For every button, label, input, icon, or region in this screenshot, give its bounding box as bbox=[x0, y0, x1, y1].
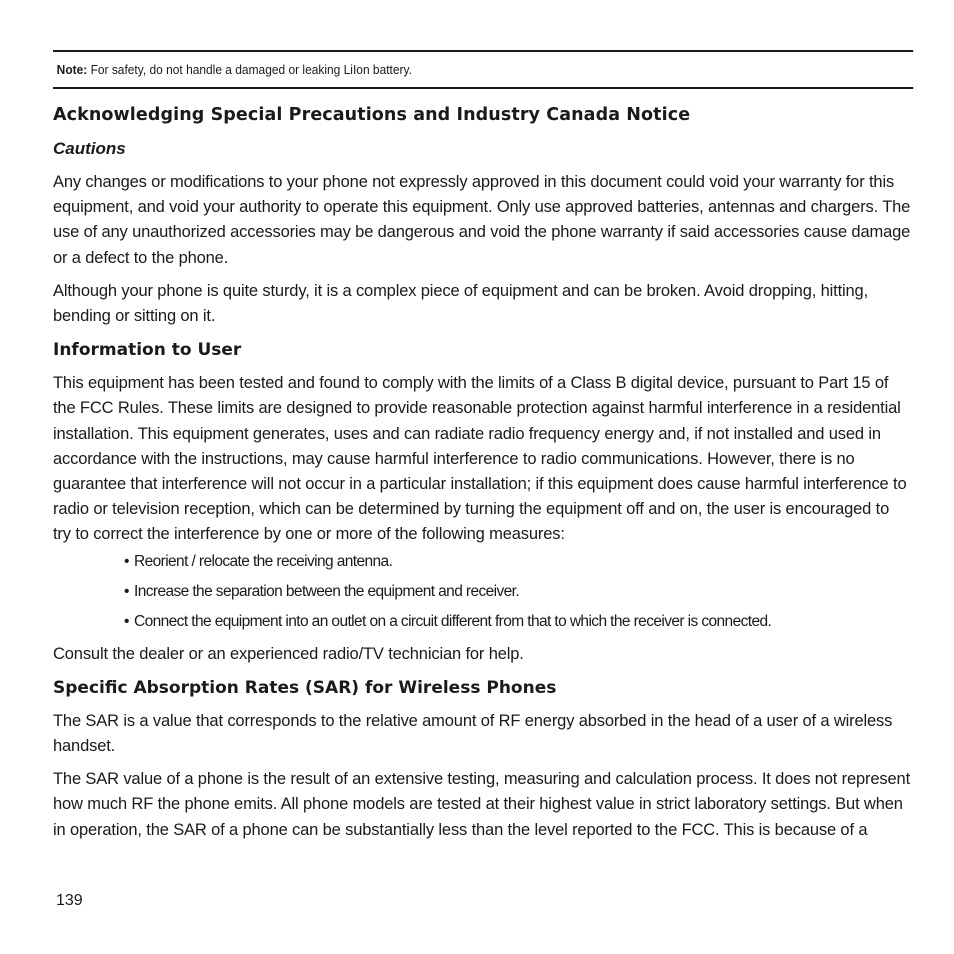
measures-list bbox=[53, 552, 911, 632]
sar-paragraph-2: The SAR value of a phone is the result of an extensive testing, measuring and calculation process. It does not represent how much RF the phone emits. All phone models are tested at their highest value in strict laboratory settings. But when in operation, the SAR of a phone can be substantially less than the level reported to the FCC. This is because of a bbox=[53, 770, 911, 839]
bullet-icon: • bbox=[124, 612, 129, 630]
cautions-paragraph-1: Any changes or modifications to your phone not expressly approved in this document could void your warranty for this equipment, and void your authority to operate this equipment. Only use approved batteries, antennas and chargers. The use of any unauthorized accessories may be dangerous and void the phone warranty if said accessories cause damage or a defect to the phone. bbox=[53, 173, 911, 267]
list-item: • Connect the equipment into an outlet on a circuit different from that to which the receiver is connected. bbox=[124, 612, 772, 630]
cautions-paragraph-2: Although your phone is quite sturdy, it is a complex piece of equipment and can be broken. Avoid dropping, hitting, bending or sitting on it. bbox=[53, 281, 869, 326]
list-item: • Reorient / relocate the receiving antenna. bbox=[124, 552, 393, 570]
note-label: Note: bbox=[56, 62, 88, 77]
list-item: • Increase the separation between the equipment and receiver. bbox=[124, 582, 520, 600]
note-text: For safety, do not handle a damaged or leaking LiIon battery. bbox=[87, 62, 412, 77]
cautions-heading: Cautions bbox=[53, 139, 126, 158]
safety-note bbox=[53, 50, 913, 89]
bullet-icon: • bbox=[124, 582, 129, 600]
bullet-icon: • bbox=[124, 552, 129, 570]
sar-paragraph-1: The SAR is a value that corresponds to the relative amount of RF energy absorbed in the head of a user of a wireless handset. bbox=[53, 711, 893, 756]
document-page bbox=[53, 50, 911, 843]
information-to-user-paragraph: This equipment has been tested and found to comply with the limits of a Class B digital device, pursuant to Part 15 of the FCC Rules. These limits are designed to provide reasonable protection against harmful interference in a residential installation. This equipment generates, uses and can radiate radio frequency energy and, if not installed and used in accordance with the instructions, may cause harmful interference to radio communications. However, there is no guarantee that interference will not occur in a particular installation; if this equipment does cause harmful interference to radio or television reception, which can be determined by turning the equipment off and on, the user is encouraged to try to correct the interference by one or more of the following measures: bbox=[53, 374, 907, 544]
section-title: Acknowledging Special Precautions and Industry Canada Notice bbox=[53, 105, 691, 125]
consult-paragraph: Consult the dealer or an experienced radio/TV technician for help. bbox=[53, 644, 524, 663]
information-to-user-heading: Information to User bbox=[53, 340, 242, 361]
sar-heading: Specific Absorption Rates (SAR) for Wireless Phones bbox=[53, 677, 557, 698]
page-number: 139 bbox=[56, 892, 83, 909]
